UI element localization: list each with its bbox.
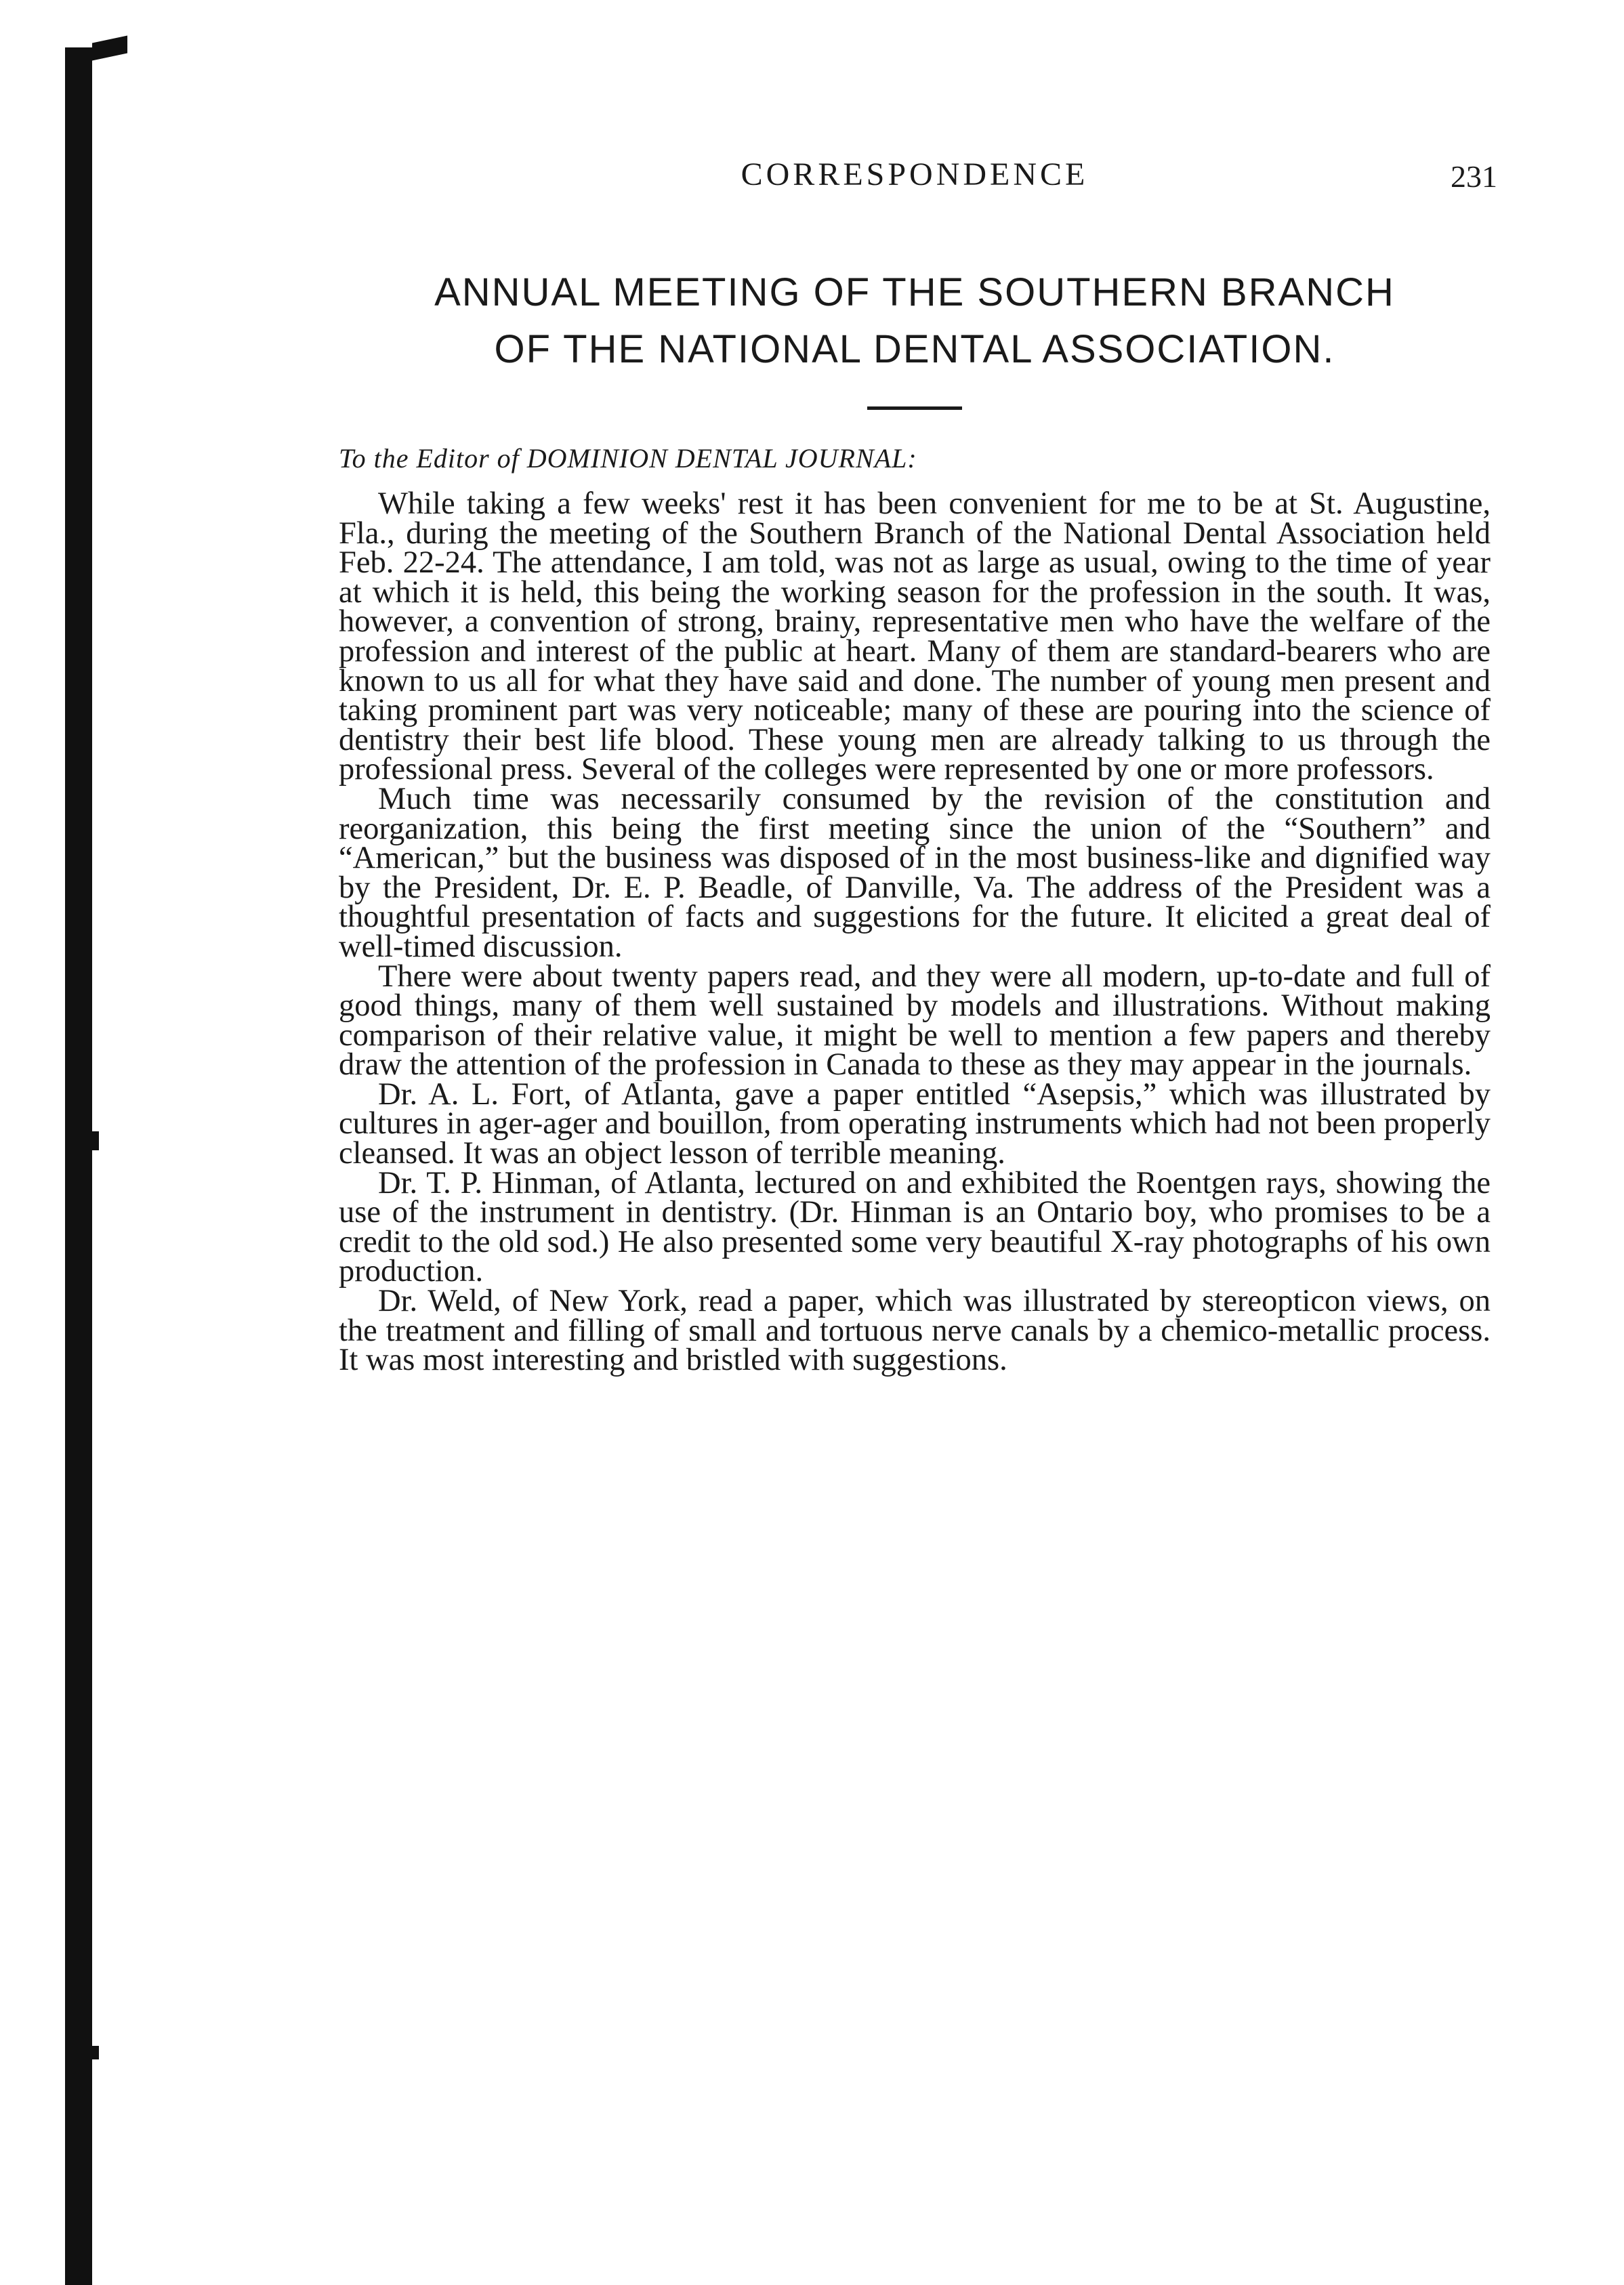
running-title: CORRESPONDENCE <box>741 156 1089 192</box>
page-number: 231 <box>1451 159 1497 194</box>
paragraph: Much time was necessarily consumed by the revision of the constitution and reorganization, this being the first meeting since the union of the “Southern” and “American,” but the business was disposed of in the most business-like and dignified way by the President, Dr. E. P. Beadle, of Danville, Va. The address of the President was a thoughtful presentation of facts and suggestions for the future. It elicited a great deal of well-timed discussion. <box>339 781 1491 964</box>
salutation: To the Editor of DOMINION DENTAL JOURNAL: <box>339 443 917 474</box>
binding-mark <box>92 2046 99 2059</box>
article-title <box>339 264 1491 378</box>
article-title-line-1: ANNUAL MEETING OF THE SOUTHERN BRANCH <box>434 270 1395 314</box>
article-body <box>339 486 1491 1378</box>
title-rule <box>867 406 962 410</box>
document-page <box>339 149 1497 1378</box>
paragraph: Dr. T. P. Hinman, of Atlanta, lectured on and exhibited the Roentgen rays, showing the use of the instrument in dentistry. (Dr. Hinman is an Ontario boy, who promises to be a credit to the old sod.) He also presented some very beautiful X-ray photographs of his own production. <box>339 1165 1491 1289</box>
paragraph: Dr. A. L. Fort, of Atlanta, gave a paper entitled “Asepsis,” which was illustrated by cultures in ager-ager and bouillon, from operating instruments which had not been properly cleansed. It was an object lesson of terrible meaning. <box>339 1076 1491 1171</box>
paragraph: Dr. Weld, of New York, read a paper, which was illustrated by stereopticon views, on the treatment and filling of small and tortuous nerve canals by a chemico-metallic process. It was most interesting and bristled with suggestions. <box>339 1284 1491 1378</box>
article-title-line-2: OF THE NATIONAL DENTAL ASSOCIATION. <box>494 327 1335 371</box>
paragraph: There were about twenty papers read, and they were all modern, up-to-date and full of good things, many of them well sustained by models and illustrations. Without making comparison of their relative value, it might be well to mention a few papers and thereby draw the attention of the profession in Canada to these as they may appear in the journals. <box>339 959 1491 1083</box>
binding-edge <box>65 47 92 2285</box>
running-head <box>339 149 1497 203</box>
binding-mark <box>92 1131 99 1150</box>
binding-notch <box>92 35 127 60</box>
paragraph: While taking a few weeks' rest it has been convenient for me to be at St. Augustine, Fla., during the meeting of the Southern Branch of the National Dental Association held Feb. 22-24. The attendance, I am told, was not as large as usual, owing to the time of year at which it is held, this being the working season for the profession in the south. It was, however, a convention of strong, brainy, representative men who have the welfare of the profession and interest of the public at heart. Many of them are standard-bearers who are known to us all for what they have said and done. The number of young men present and taking prominent part was very noticeable; many of these are pouring into the science of dentistry their best life blood. These young men are already talking to us through the professional press. Several of the colleges were represented by one or more professors. <box>339 486 1491 787</box>
